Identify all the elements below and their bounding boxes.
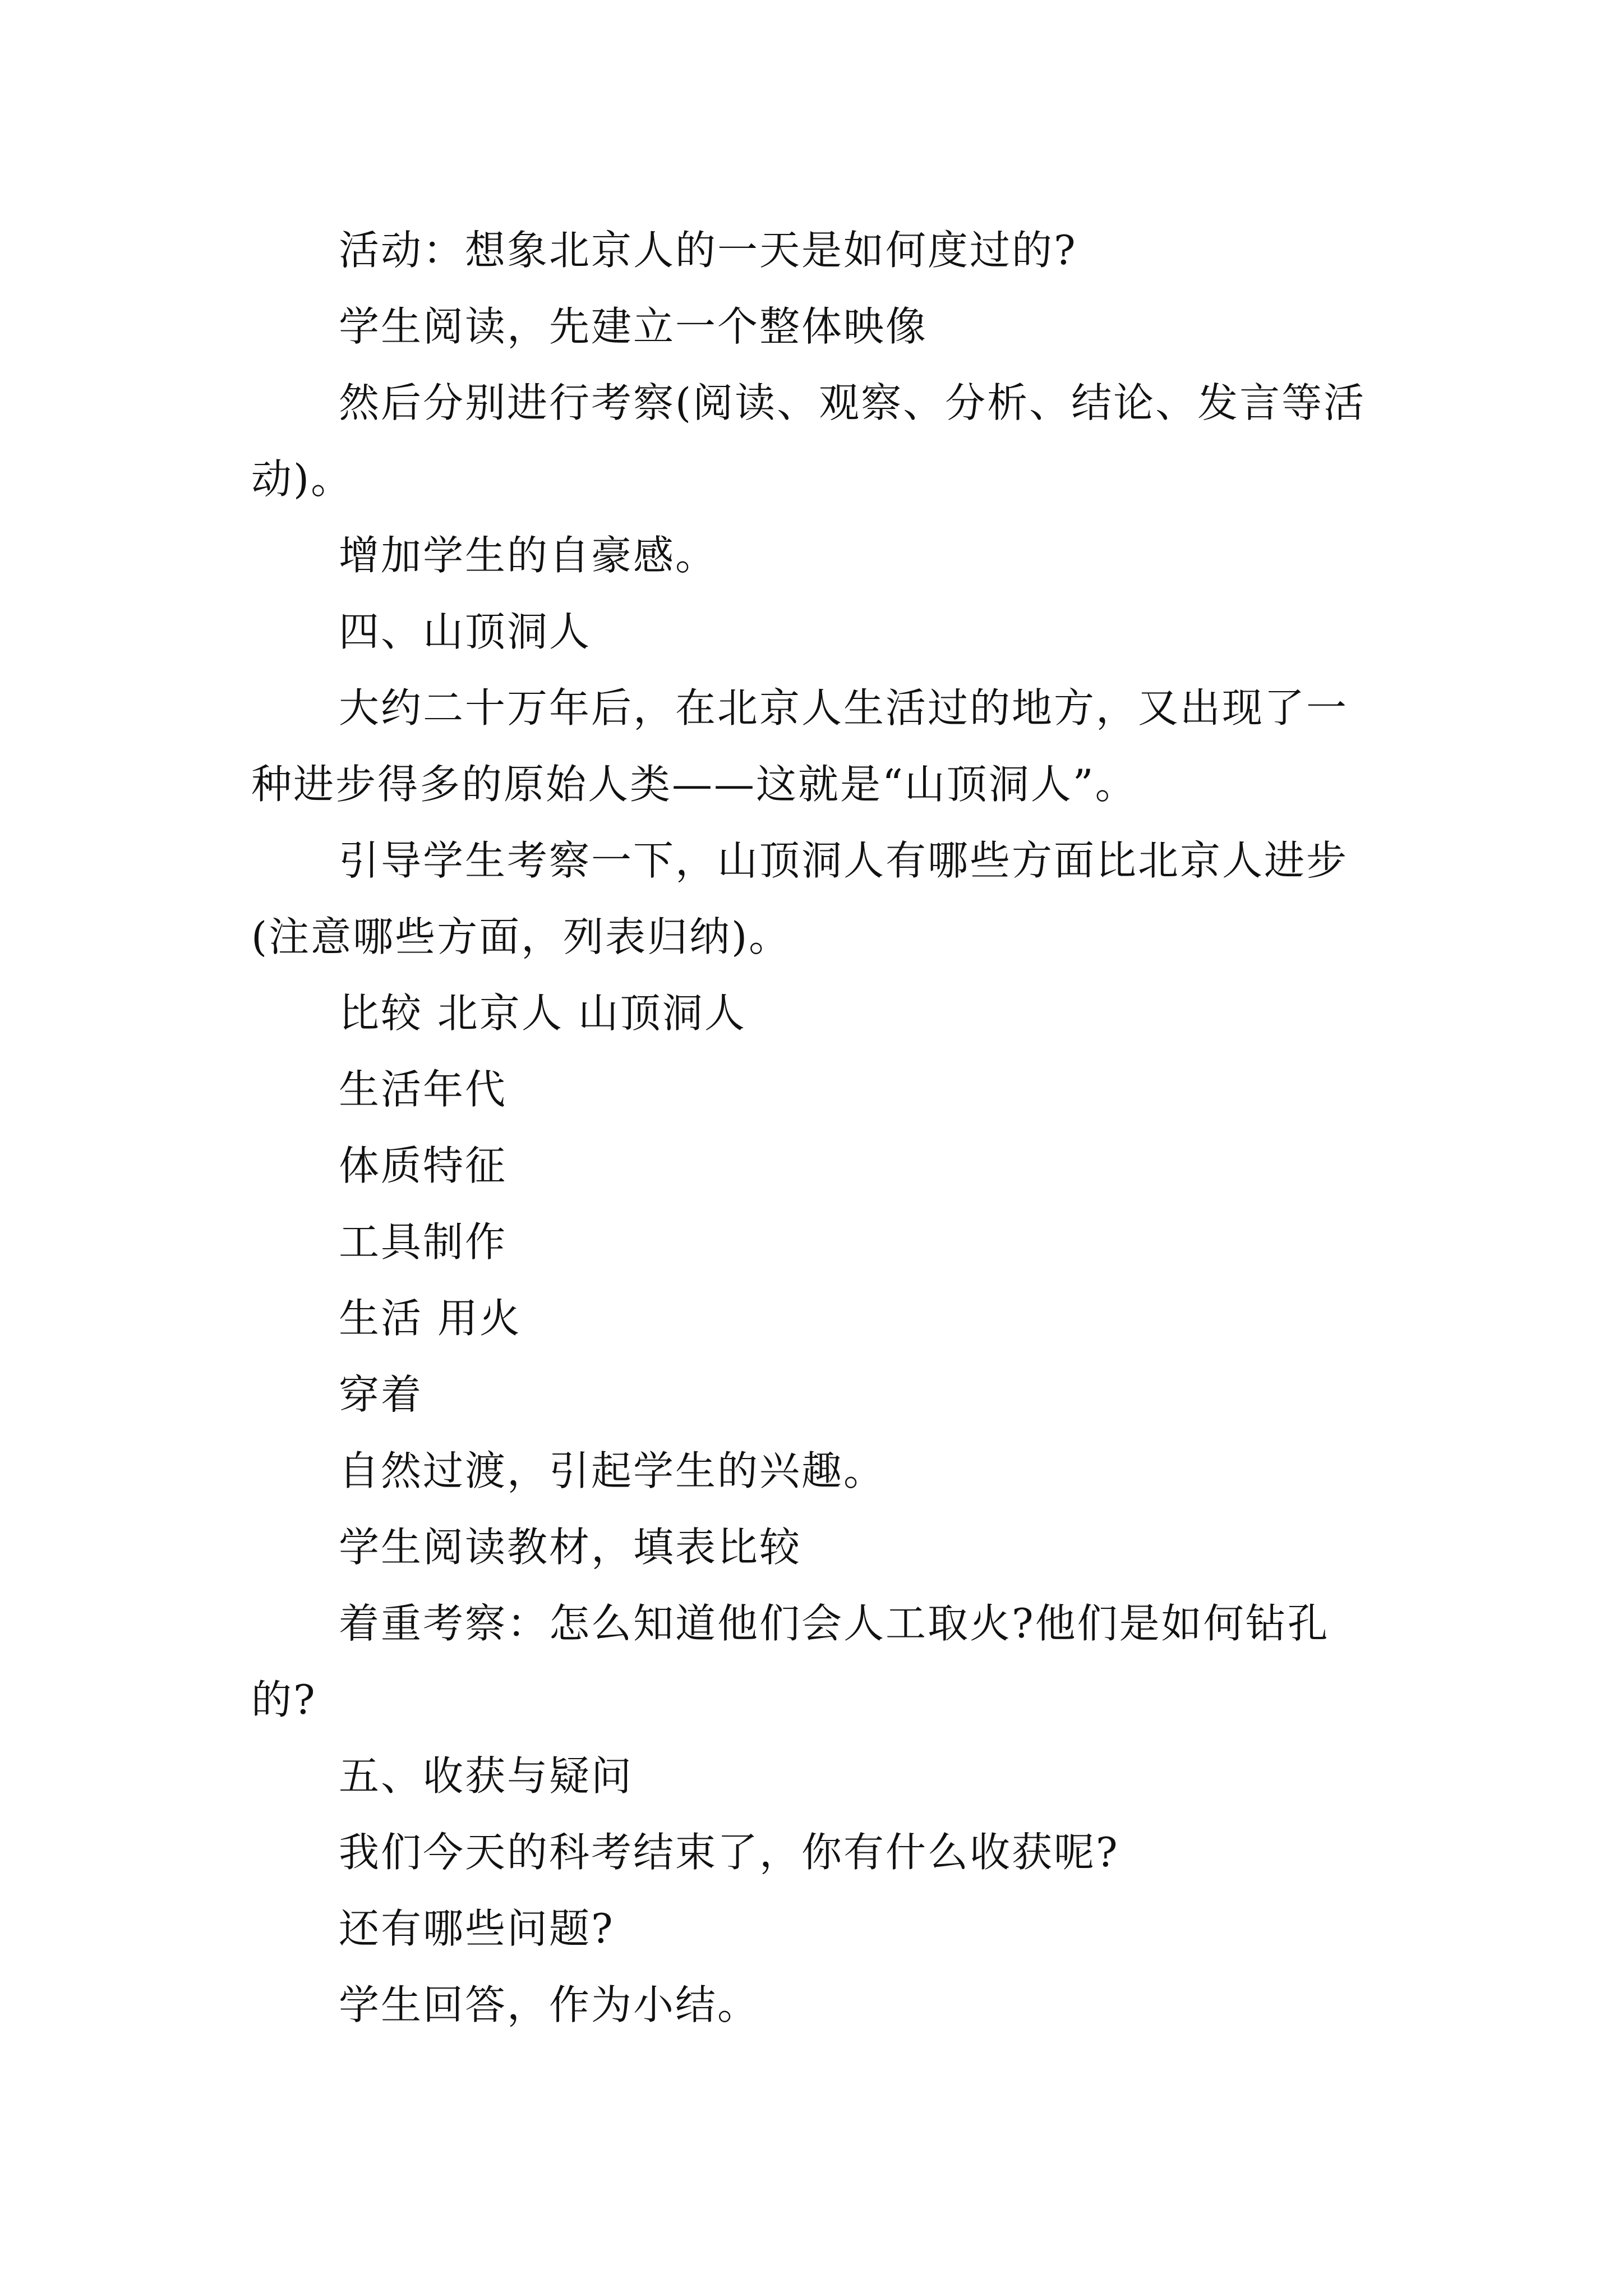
comparison-table-header: 比较 北京人 山顶洞人: [339, 990, 746, 1037]
paragraph-remaining-questions: 还有哪些问题?: [339, 1905, 615, 1952]
paragraph-fill-table: 学生阅读教材，填表比较: [339, 1524, 802, 1571]
comparison-row-fire: 生活 用火: [339, 1295, 522, 1342]
section-heading-upper-cave-man: 四、山顶洞人: [339, 608, 592, 655]
paragraph-investigation: 然后分别进行考察(阅读、观察、分析、结论、发言等活动)。: [251, 379, 1366, 503]
paragraph-student-reading: 学生阅读，先建立一个整体映像: [339, 303, 928, 350]
comparison-row-physique: 体质特征: [339, 1142, 508, 1189]
comparison-row-clothing: 穿着: [339, 1371, 423, 1418]
paragraph-focus-question: 着重考察：怎么知道他们会人工取火?他们是如何钻孔的?: [251, 1600, 1330, 1723]
paragraph-summary: 学生回答，作为小结。: [339, 1981, 760, 2028]
comparison-row-tools: 工具制作: [339, 1218, 508, 1266]
paragraph-harvest-question: 我们今天的科考结束了，你有什么收获呢?: [339, 1829, 1119, 1876]
comparison-row-era: 生活年代: [339, 1066, 508, 1113]
paragraph-pride: 增加学生的自豪感。: [339, 532, 718, 579]
paragraph-guide-comparison: 引导学生考察一下，山顶洞人有哪些方面比北京人进步(注意哪些方面，列表归纳)。: [251, 837, 1349, 960]
paragraph-activity: 活动：想象北京人的一天是如何度过的?: [339, 227, 1077, 274]
paragraph-upper-cave-intro: 大约二十万年后，在北京人生活过的地方，又出现了一种进步得多的原始人类——这就是“山顶洞人”。: [251, 684, 1349, 808]
document-body: [251, 212, 1390, 2043]
section-heading-harvest: 五、收获与疑问: [339, 1752, 634, 1800]
paragraph-transition: 自然过渡，引起学生的兴趣。: [339, 1447, 886, 1494]
